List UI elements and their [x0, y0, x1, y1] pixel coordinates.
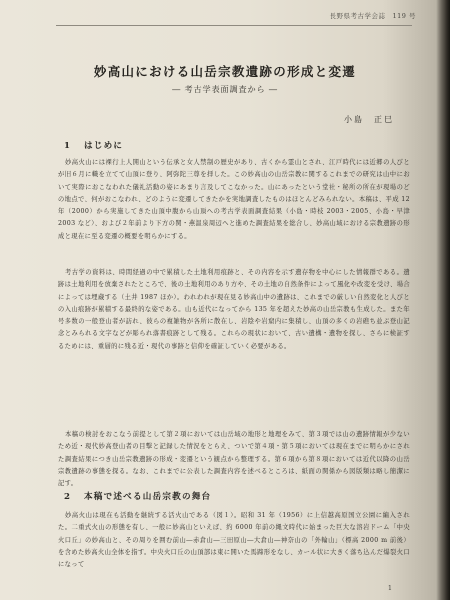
running-header: 長野県考古学会誌 119 号	[329, 12, 416, 20]
section-number: 1	[64, 141, 72, 151]
section-title: はじめに	[84, 141, 124, 151]
author-name: 小島 正巳	[344, 115, 394, 124]
paragraph: 妙高火山には裸行上人開山という伝承と女人禁制の歴史があり、古くから霊山とされ、江戸時代には近郷の人びとが旧６月に幟を立てて山頂に登り、阿弥陀三尊を拝した。この妙高山の山岳宗教に関するこれまでの研究は山中において実際におこなわれた儀礼活動の姿にあまり言及してこなかった。山にあったという堂社・秘所の所在が現場のどの地点で、何がおこなわれ、どのように変遷してきたかを実地調査したものはほとんどみられない。本稿は、平成 12 年（2000）から実施してきた山頂中腹から山頂への考古学表面調査結果（小島・時枝 2003・2005、小島・早津 2003 など）、および２年前より下方の関・燕温泉周辺へと進めた調査結果を総合し、妙高山域における宗教遺跡の形成と現在に至る変遷の概要を明らかにする。	[58, 159, 410, 240]
section-number: 2	[64, 492, 72, 502]
paragraph: 妙高火山は現在も活動を継続する活火山である（図１）。昭和 31 年（1956）に上信越高原国立公園に編入された。二重式火山の形態を有し、一般に妙高山といえば、約 6000 年前の縄文時代に始まった巨大な溶岩ドーム「中央火口丘」の妙高山と、その周りを囲む前山―赤倉山―三田原山―大倉山―神奈山の「外輪山」（標高 2000 m 前後）を含めた妙高火山全体を指す。中央火口丘の山頂部は東に開いた馬蹄形をなし、カール状に大きく落ち込んだ爆裂火口になって	[58, 512, 410, 569]
section-title: 本稿で述べる山岳宗教の舞台	[84, 492, 212, 502]
page-number: 1	[387, 584, 392, 592]
article-subtitle: ― 考古学表面調査から ―	[172, 84, 278, 94]
paragraph: 本稿の検討をおこなう前提として第２項においては山岳域の地形と地理をみて、第３項では山の遺跡情報が少ないため近・現代妙高登山者の目撃と記録した情況をとらえ、ついで第４項・第５項においては現在までに明らかにされた調査結果につき山岳宗教遺跡の形成・変遷という観点から整理する。第６項から第８項においては近代以降の山岳宗教遺跡の事態を探る。なお、これまでに公表した調査内容を述べるところは、紙面の関係から図版類は略し簡潔に記す。	[58, 431, 410, 488]
section-heading-stage	[64, 490, 211, 502]
header-divider	[56, 25, 412, 26]
article-title: 妙高山における山岳宗教遺跡の形成と変遷	[93, 64, 357, 79]
section-heading-introduction	[64, 139, 123, 151]
paragraph: 考古学の資料は、時間経過の中で累積した土地利用痕跡と、その内容を示す遺存物を中心にした情報群である。遺跡は土地利用を放棄されたところで、後の土地利用のあり方や、その土地の自然条件によって風化や改変を受け、場合によっては埋蔵する（土井 1987 ほか）。われわれが現在見る妙高山中の遺跡は、これまでの厳しい自然変化と人びとの入山痕跡が累積する最終的な姿である。山も近代になってから 135 年を超えた妙高の山岳宗教も生成した。また年号多数の一般登山者が訪れ、彼らの複雑物が各所に散在し、岩陰や岩窟内に集積し、山頂の多くの岩礁ち並ぶ登山記念とみられる文字などが彫られ落書痕跡として残る。これらの現状において、古い遺構・遺物を探し、さらに検証するためには、重層的に残る近・現代の事跡と信仰を確証していく必要がある。	[58, 269, 410, 350]
